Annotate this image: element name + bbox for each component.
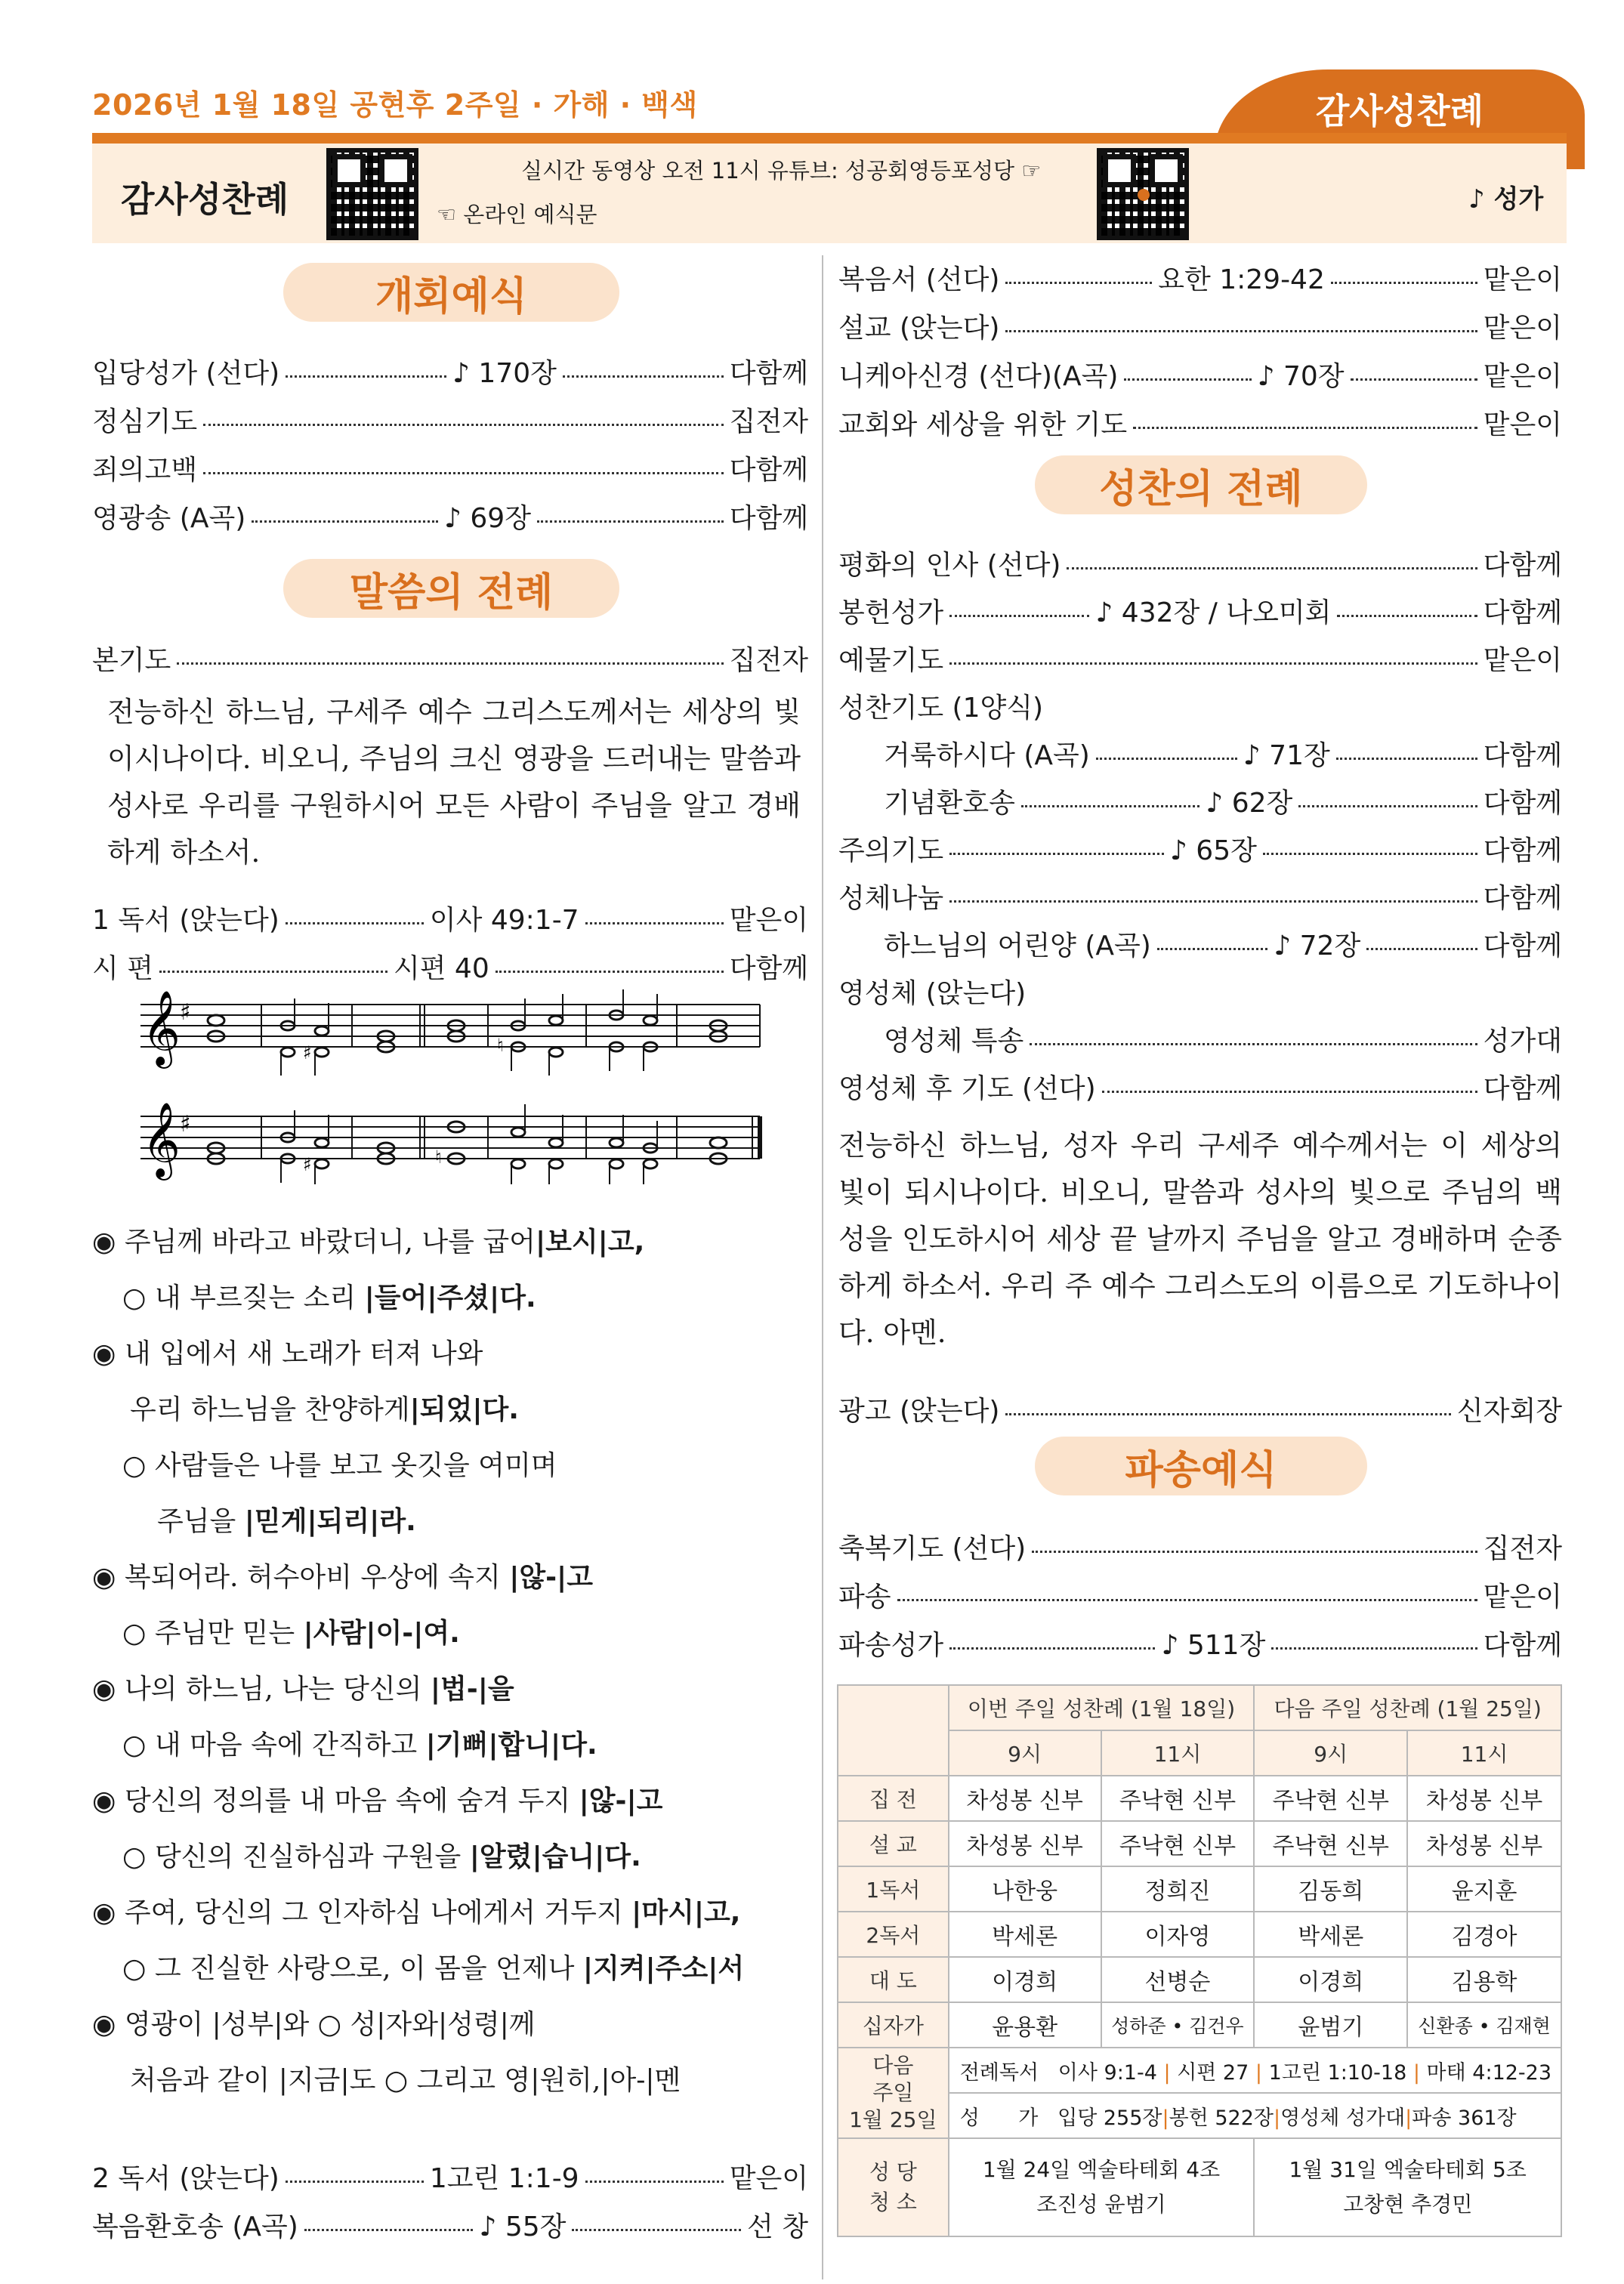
psalm-chant-ending: |지켜|주소|서: [582, 1953, 745, 1984]
row-who: 맡은이: [1483, 644, 1562, 676]
schedule-cell: 정희진: [1101, 1866, 1255, 1912]
schedule-row: [838, 1912, 1561, 1957]
time-cell: 9시: [1254, 1730, 1407, 1776]
row-who: 집전자: [1483, 1532, 1562, 1564]
liturgy-row: [838, 1067, 1562, 1105]
row-label: 기념환호송: [884, 787, 1015, 819]
psalm-line: [92, 1891, 740, 1930]
sharp-icon: ♯: [180, 1111, 191, 1137]
liturgy-row: [92, 449, 808, 486]
row-who: 다함께: [1483, 787, 1563, 819]
psalm-text: 내 부르짖는 소리: [154, 1282, 365, 1313]
liturgy-row: [838, 972, 1562, 1010]
schedule-corner: [838, 1685, 949, 1776]
schedule-cell: 김용학: [1407, 1957, 1561, 2002]
psalm-text: 주님만 믿는: [154, 1618, 304, 1649]
row-reference: ♪ 72장: [1274, 930, 1361, 961]
qr-code-video-icon[interactable]: [326, 148, 418, 240]
leader-dots: [203, 424, 724, 426]
psalm-chant-ending: |믿게|되리|라.: [244, 1506, 416, 1537]
next-label-1: 다음: [872, 2053, 914, 2078]
next-label-2: 주일: [872, 2080, 914, 2105]
row-label: 주의기도: [838, 835, 944, 866]
sharp-icon: ♯: [303, 1042, 312, 1063]
psalm-line: [92, 1668, 514, 1706]
hymn-item: 파송 361장: [1412, 2106, 1517, 2130]
liturgy-row: [838, 877, 1562, 915]
service-tag: 감사성찬례: [1215, 69, 1585, 169]
schedule-row: [838, 1776, 1561, 1821]
psalm-line: [122, 1835, 641, 1874]
row-label: 입당성가 (선다): [92, 357, 280, 389]
time-cell: 11시: [1101, 1730, 1255, 1776]
schedule-cell: 윤용환: [949, 2002, 1101, 2048]
row-reference: ♪ 432장 / 나오미회: [1095, 597, 1332, 628]
next-readings: 전례독서 이사 9:1-4 | 시편 27 | 1고린 1:10-18 | 마태 4:12-23: [949, 2048, 1561, 2093]
schedule-cell: 신환종 • 김재현: [1407, 2002, 1561, 2048]
schedule-cell: 박세론: [949, 1912, 1101, 1957]
row-reference: ♪ 170장: [452, 357, 557, 389]
response-mark-icon: ○: [122, 1730, 147, 1761]
leader-dots: [949, 615, 1089, 617]
row-reference: ♪ 62장: [1206, 787, 1293, 819]
leader-dots: [496, 971, 724, 973]
psalm-chant-music: [133, 982, 767, 1186]
row-who: 선 창: [747, 2211, 808, 2242]
leader-dots: [1331, 282, 1477, 284]
schedule-cell: 성하준 • 김건우: [1101, 2002, 1255, 2048]
schedule-cell: 차성봉 신부: [1407, 1776, 1561, 1821]
liturgy-row: [92, 497, 808, 535]
leader-dots: [1336, 758, 1477, 760]
psalm-text: 복되어라. 허수아비 우상에 속지: [124, 1562, 510, 1593]
row-label: 본기도: [92, 644, 171, 676]
row-label: 거룩하시다 (A곡): [884, 739, 1090, 771]
row-reference: 요한 1:29-42: [1158, 264, 1325, 295]
row-who: 다함께: [729, 502, 809, 534]
liturgy-row: [838, 258, 1562, 296]
psalm-line: [122, 1724, 597, 1762]
schedule-row: [838, 1821, 1561, 1866]
liturgy-row: [838, 591, 1562, 629]
leader-dots: [1337, 615, 1477, 617]
psalm-chant-ending: |사람|이-|여.: [303, 1618, 460, 1649]
cleaning-line: 1월 31일 엑술타테회 5조: [1289, 2157, 1527, 2182]
psalm-chant-ending: |되었|다.: [409, 1394, 519, 1425]
row-label: 영성체 후 기도 (선다): [838, 1073, 1096, 1104]
row-who: 신자회장: [1456, 1395, 1562, 1427]
psalm-text: 처음과 같이 |지금|도 ○ 그리고 영|원히,|아-|멘: [130, 2065, 681, 2096]
schedule-row: [838, 2002, 1561, 2048]
row-label: 복음서 (선다): [838, 264, 1000, 295]
row-reference: ♪ 511장: [1161, 1629, 1266, 1661]
row-reference: ♪ 69장: [443, 502, 531, 534]
response-mark-icon: ○: [122, 1282, 147, 1313]
row-label: 시 편: [92, 952, 153, 984]
psalm-text: 우리 하느님을 찬양하게: [130, 1394, 410, 1425]
row-who: 맡은이: [729, 904, 809, 936]
collect-row: [92, 639, 808, 677]
schedule-cell: 윤범기: [1254, 2002, 1407, 2048]
row-who: 다함께: [729, 952, 809, 984]
liturgy-row: [838, 639, 1562, 677]
row-reference: ♪ 65장: [1169, 835, 1257, 866]
leader-dots: [537, 520, 724, 523]
row-label: 2 독서 (앉는다): [92, 2162, 279, 2194]
row-who: 다함께: [1483, 882, 1562, 914]
psalm-chant-ending: |보시|고,: [535, 1227, 645, 1258]
psalm-line: [92, 1556, 593, 1594]
leader-dots: [203, 472, 724, 474]
online-liturgy-text: ☜ 온라인 예식문: [437, 202, 597, 227]
row-label: 파송: [838, 1581, 891, 1613]
leader-dots: [1032, 1551, 1477, 1553]
row-who: 맡은이: [1483, 360, 1562, 392]
liturgy-row: [838, 829, 1562, 867]
psalm-line: [92, 1332, 483, 1371]
schedule-role: 1독서: [838, 1866, 949, 1912]
psalm-line: [92, 1221, 644, 1259]
psalm-text: 당신의 진실하심과 구원을: [154, 1841, 470, 1872]
row-reference: ♪ 71장: [1243, 739, 1330, 771]
hymns-label: 성 가: [959, 2106, 1039, 2130]
liturgy-row: [92, 352, 808, 390]
leader-dots: [585, 2181, 724, 2183]
row-reference: ♪ 70장: [1257, 360, 1345, 392]
liturgy-row: [884, 1020, 1562, 1057]
date-line: 2026년 1월 18일 공현후 2주일 · 가해 · 백색: [92, 88, 698, 122]
psalm-text: 당신의 정의를 내 마음 속에 숨겨 두지: [124, 1786, 579, 1816]
staff-line-1: [140, 1005, 760, 1159]
schedule-cell: 주낙현 신부: [1101, 1776, 1255, 1821]
cleaning-row: [838, 2138, 1561, 2236]
next-label-3: 1월 25일: [849, 2107, 937, 2132]
liturgy-row: [884, 924, 1562, 962]
hymn-item: 봉헌 522장: [1169, 2106, 1274, 2130]
schedule-table: [837, 1684, 1562, 2237]
row-reference: 시편 40: [393, 952, 489, 984]
natural-icon: ♮: [497, 1035, 504, 1056]
schedule-cell: 주낙현 신부: [1101, 1821, 1255, 1866]
row-who: 맡은이: [1483, 312, 1562, 344]
row-reference: ♪ 55장: [479, 2211, 567, 2242]
section-dismissal: 파송예식: [1035, 1437, 1367, 1495]
leader-dots: [304, 2229, 474, 2231]
liturgy-row: [838, 1624, 1562, 1662]
leader-dots: [1271, 1647, 1477, 1650]
psalm-line: [122, 1947, 744, 1986]
row-who: 집전자: [729, 406, 808, 437]
barlines: [261, 1005, 760, 1159]
sharp-icon: ♯: [180, 999, 191, 1026]
response-mark-icon: ○: [122, 1953, 147, 1984]
natural-icon: ♮: [435, 1147, 442, 1168]
time-cell: 11시: [1407, 1730, 1561, 1776]
cleaning-line: 1월 24일 엑술타테회 4조: [982, 2157, 1221, 2182]
liturgy-row: [884, 782, 1562, 819]
row-who: 다함께: [1483, 1073, 1562, 1104]
leader-mark-icon: ◉: [92, 1338, 116, 1369]
psalm-text: 주님께 바라고 바랐더니, 나를 굽어: [124, 1227, 536, 1258]
liturgy-row: [838, 355, 1562, 393]
hymn-item: 영성체 성가대: [1280, 2106, 1406, 2130]
schedule-role: 십자가: [838, 2002, 949, 2048]
leader-dots: [949, 662, 1477, 665]
psalm-line: [122, 1444, 557, 1483]
next-readings-row: [838, 2048, 1561, 2093]
leader-dots: [177, 662, 723, 665]
row-who: 성가대: [1483, 1025, 1562, 1057]
schedule-cell: 선병순: [1101, 1957, 1255, 2002]
row-who: 집전자: [729, 644, 808, 676]
row-label: 하느님의 어린양 (A곡): [884, 930, 1151, 961]
liturgy-row: [838, 687, 1562, 724]
qr-code-liturgy-icon[interactable]: [1097, 148, 1189, 240]
leader-dots: [949, 853, 1164, 855]
liturgy-row: [838, 544, 1562, 582]
schedule-cell: 박세론: [1254, 1912, 1407, 1957]
row-who: 다함께: [1483, 549, 1562, 581]
liturgy-row: [92, 899, 808, 937]
schedule-role: 2독서: [838, 1912, 949, 1957]
psalm-chant-ending: |들어|주셨|다.: [364, 1282, 536, 1313]
leader-dots: [585, 922, 724, 924]
notice-row: [838, 1390, 1562, 1428]
leader-dots: [252, 520, 438, 523]
psalm-line: [130, 2059, 681, 2097]
row-label: 성찬기도 (1양식): [838, 692, 1044, 724]
row-label: 1 독서 (앉는다): [92, 904, 279, 936]
psalm-text: 주여, 당신의 그 인자하심 나에게서 거두지: [124, 1897, 632, 1928]
row-label: 영성체 (앉는다): [838, 977, 1027, 1009]
next-hymns: 성 가 입당 255장|봉헌 522장|영성체 성가대|파송 361장: [949, 2093, 1561, 2138]
this-week-header: 이번 주일 성찬례 (1월 18일): [949, 1685, 1255, 1730]
row-label: 광고 (앉는다): [838, 1395, 1000, 1427]
collect-prayer: 전능하신 하느님, 구세주 예수 그리스도께서는 세상의 빛이시나이다. 비오니, 주님의 크신 영광을 드러내는 말씀과 성사로 우리를 구원하시어 모든 사람이 주님을 알고 경배하게 하소서.: [107, 696, 801, 869]
leader-mark-icon: ◉: [92, 1786, 116, 1816]
next-week-header: 다음 주일 성찬례 (1월 25일): [1254, 1685, 1561, 1730]
psalm-chant-ending: |법-|을: [430, 1674, 514, 1705]
psalm-text: 사람들은 나를 보고 옷깃을 여미며: [154, 1450, 557, 1481]
schedule-row: [838, 1866, 1561, 1912]
schedule-cell: 김경아: [1407, 1912, 1561, 1957]
schedule-row: [838, 1957, 1561, 2002]
psalm-chant-ending: |마시|고,: [631, 1897, 741, 1928]
section-word: 말씀의 전례: [283, 559, 619, 618]
schedule-cell: 주낙현 신부: [1254, 1776, 1407, 1821]
leader-mark-icon: ◉: [92, 1897, 116, 1928]
leader-dots: [1263, 853, 1477, 855]
cleaning-next-week: [1254, 2138, 1561, 2236]
psalm-chant-ending: |기뻐|합니|다.: [425, 1730, 597, 1761]
psalm-text: 내 입에서 새 노래가 터져 나와: [124, 1338, 483, 1369]
section-eucharist: 성찬의 전례: [1035, 455, 1367, 514]
schedule-role: 대 도: [838, 1957, 949, 2002]
psalm-chant-ending: |않-|고: [509, 1562, 593, 1593]
psalm-line: [157, 1500, 416, 1539]
note-stems: [281, 989, 657, 1184]
row-label: 성체나눔: [838, 882, 944, 914]
psalm-line: [92, 1779, 662, 1818]
reading-item: 마태 4:12-23: [1426, 2060, 1552, 2085]
leader-dots: [1005, 282, 1152, 284]
row-label: 교회와 세상을 위한 기도: [838, 409, 1128, 440]
row-who: 맡은이: [1483, 409, 1562, 440]
leader-dots: [286, 2181, 424, 2183]
row-who: 맡은이: [729, 2162, 809, 2194]
liturgy-row: [92, 2157, 808, 2195]
psalm-chant-ending: |않-|고: [579, 1786, 663, 1816]
leader-dots: [1021, 805, 1199, 807]
liturgy-row: [838, 1576, 1562, 1613]
row-label: 복음환호송 (A곡): [92, 2211, 298, 2242]
row-who: 다함께: [1483, 835, 1563, 866]
liturgy-row: [92, 400, 808, 438]
liturgy-row: [884, 734, 1562, 772]
post-communion-prayer: 전능하신 하느님, 성자 우리 구세주 예수께서는 이 세상의 빛이 되시나이다. 비오니, 말씀과 성사의 빛으로 주님의 백성을 인도하시어 세상 끝 날까지 주님을 알고 경배하며 순종하게 하소서. 우리 주 예수 그리스도의 이름으로 기도하나이다. 아멘.: [838, 1129, 1562, 1349]
psalm-chant-ending: |알렸|습니|다.: [469, 1841, 641, 1872]
schedule-cell: 이자영: [1101, 1912, 1255, 1957]
psalm-line: [130, 1388, 519, 1427]
leader-dots: [1133, 427, 1477, 429]
schedule-role: 집 전: [838, 1776, 949, 1821]
schedule-cell: 이경희: [949, 1957, 1101, 2002]
treble-clef-icon: 𝄞: [142, 1102, 181, 1177]
response-mark-icon: ○: [122, 1450, 147, 1481]
leader-dots: [1157, 948, 1267, 950]
psalm-text: 영광이 |성부|와 ○ 성|자와|성령|께: [124, 2009, 536, 2040]
psalm-text: 나의 하느님, 나는 당신의: [124, 1674, 431, 1705]
schedule-cell: 이경희: [1254, 1957, 1407, 2002]
schedule-cell: 차성봉 신부: [949, 1776, 1101, 1821]
row-who: 다함께: [729, 454, 808, 486]
next-sunday-label: [838, 2048, 949, 2138]
row-label: 봉헌성가: [838, 597, 944, 628]
row-who: 다함께: [1483, 739, 1563, 771]
liturgy-row: [92, 2205, 808, 2243]
row-who: 다함께: [1483, 1629, 1563, 1661]
leader-dots: [1366, 948, 1477, 950]
schedule-cell: 나한웅: [949, 1866, 1101, 1912]
liturgy-row: [838, 1527, 1562, 1565]
reading-item: 시편 27: [1177, 2060, 1249, 2085]
row-label: 파송성가: [838, 1629, 944, 1661]
hymn-label: ♪ 성가: [1468, 184, 1544, 215]
psalm-text: 그 진실한 사랑으로, 이 몸을 언제나: [154, 1953, 583, 1984]
psalm-line: [122, 1612, 460, 1650]
leader-dots: [159, 971, 387, 973]
cleaning-label-2: 청 소: [869, 2190, 917, 2215]
header-title: 감사성찬례: [121, 179, 289, 220]
leader-dots: [1096, 758, 1237, 760]
hymn-item: 입당 255장: [1057, 2106, 1162, 2130]
schedule-cell: 주낙현 신부: [1254, 1821, 1407, 1866]
leader-mark-icon: ◉: [92, 2009, 116, 2040]
row-label: 정심기도: [92, 406, 198, 437]
sharp-icon: ♯: [303, 1154, 312, 1175]
reading-item: 이사 9:1-4: [1057, 2060, 1157, 2085]
cleaning-line: 조진성 윤범기: [1036, 2192, 1166, 2217]
readings-label: 전례독서: [959, 2060, 1039, 2085]
cleaning-label-1: 성 당: [869, 2159, 917, 2184]
row-label: 니케아신경 (선다)(A곡): [838, 360, 1119, 392]
row-reference: 이사 49:1-7: [429, 904, 579, 936]
column-divider: [822, 255, 823, 2279]
schedule-cell: 윤지훈: [1407, 1866, 1561, 1912]
liturgy-row: [92, 947, 808, 985]
row-label: 영성체 특송: [884, 1025, 1024, 1057]
psalm-line: [92, 2003, 536, 2042]
psalm-text: 내 마음 속에 간직하고: [154, 1730, 426, 1761]
header-bar: [92, 133, 1567, 144]
leader-dots: [1067, 567, 1477, 569]
leader-dots: [1102, 1091, 1477, 1093]
reading-item: 1고린 1:10-18: [1268, 2060, 1407, 2085]
leader-dots: [286, 922, 424, 924]
leader-dots: [1005, 1413, 1450, 1415]
row-who: 맡은이: [1483, 1581, 1562, 1613]
section-opening: 개회예식: [283, 263, 619, 322]
liturgy-row: [838, 307, 1562, 344]
schedule-header-row: [838, 1685, 1561, 1730]
leader-dots: [1030, 1043, 1477, 1045]
treble-clef-icon: 𝄞: [142, 990, 181, 1066]
row-who: 다함께: [1483, 930, 1562, 961]
time-cell: 9시: [949, 1730, 1101, 1776]
row-reference: 1고린 1:1-9: [429, 2162, 579, 2194]
row-label: 예물기도: [838, 644, 944, 676]
schedule-cell: 김동희: [1254, 1866, 1407, 1912]
leader-dots: [1351, 378, 1477, 381]
leader-mark-icon: ◉: [92, 1674, 116, 1705]
leader-mark-icon: ◉: [92, 1562, 116, 1593]
cleaning-label: [838, 2138, 949, 2236]
schedule-cell: 차성봉 신부: [949, 1821, 1101, 1866]
leader-dots: [1124, 378, 1251, 381]
psalm-text: 주님을: [157, 1506, 245, 1537]
leader-dots: [949, 900, 1477, 903]
schedule-role: 설 교: [838, 1821, 949, 1866]
note-heads: [208, 1011, 727, 1168]
schedule-cell: 차성봉 신부: [1407, 1821, 1561, 1866]
row-label: 평화의 인사 (선다): [838, 549, 1061, 581]
live-stream-text: 실시간 동영상 오전 11시 유튜브: 성공회영등포성당 ☞: [521, 158, 1042, 184]
row-label: 설교 (앉는다): [838, 312, 1000, 344]
leader-mark-icon: ◉: [92, 1227, 116, 1258]
leader-dots: [949, 1647, 1155, 1650]
row-label: 죄의고백: [92, 454, 198, 486]
leader-dots: [572, 2229, 741, 2231]
leader-dots: [1298, 805, 1477, 807]
cleaning-line: 고창현 추경민: [1343, 2192, 1473, 2217]
response-mark-icon: ○: [122, 1618, 147, 1649]
row-who: 다함께: [729, 357, 809, 389]
psalm-line: [122, 1276, 536, 1315]
leader-dots: [563, 375, 724, 378]
row-label: 축복기도 (선다): [838, 1532, 1027, 1564]
liturgy-row: [838, 403, 1562, 441]
row-label: 영광송 (A곡): [92, 502, 246, 534]
row-who: 다함께: [1483, 597, 1562, 628]
response-mark-icon: ○: [122, 1841, 147, 1872]
leader-dots: [286, 375, 446, 378]
cleaning-this-week: [949, 2138, 1255, 2236]
leader-dots: [897, 1599, 1477, 1601]
row-who: 맡은이: [1483, 264, 1563, 295]
leader-dots: [1005, 330, 1477, 332]
